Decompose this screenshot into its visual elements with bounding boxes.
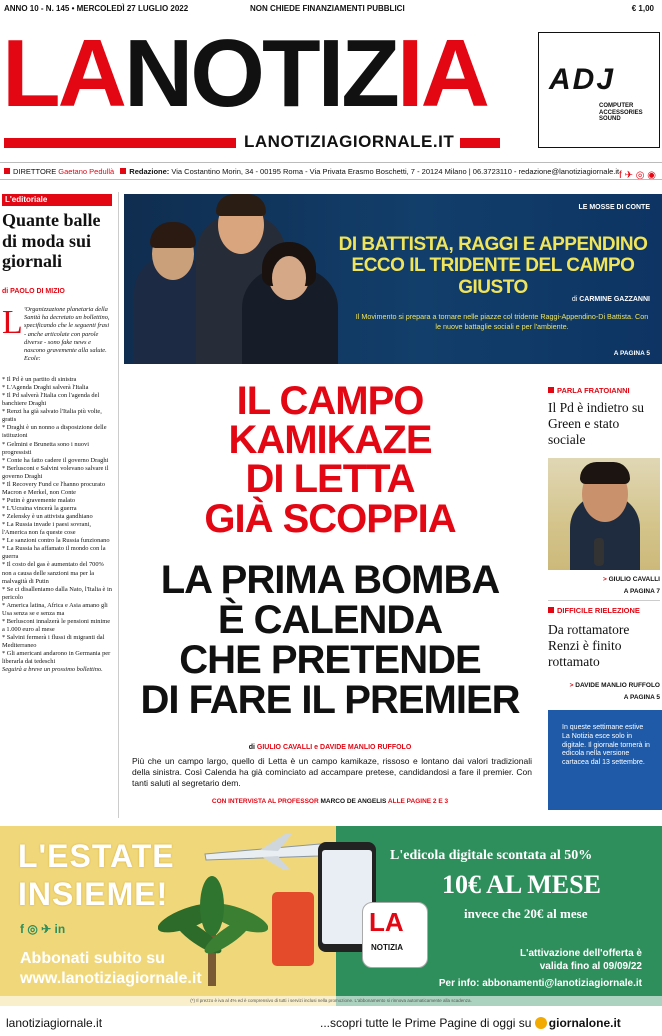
- editorial-outro: Seguirà a breve un prossimo bollettino.: [2, 666, 103, 674]
- slogan: NON CHIEDE FINANZIAMENTI PUBBLICI: [250, 4, 405, 13]
- masthead: [0, 22, 662, 162]
- banner-deck: Il Movimento si prepara a tornare nelle piazze col tridente Raggi-Appendino-Di Battista. Con le nuove battaglie sociali e per l'ambiente.: [355, 312, 649, 331]
- list-item: * Il Recovery Fund ce l'hanno procurato Macron e Merkel, non Conte: [2, 480, 106, 496]
- main-story[interactable]: [124, 372, 536, 810]
- bullet-square-icon: [548, 607, 554, 613]
- right-column: [546, 378, 662, 810]
- ad-offer-contact[interactable]: Per info: abbonamenti@lanotiziagiornale.it: [438, 978, 642, 989]
- list-item: * Putin è gravemente malato: [2, 496, 76, 504]
- issue-info: ANNO 10 - N. 145 • MERCOLEDÌ 27 LUGLIO 2022: [4, 4, 189, 13]
- right-byline-1: > GIULIO CAVALLI: [602, 576, 660, 583]
- giornalone-logo-icon: [535, 1017, 547, 1029]
- banner-headline[interactable]: DI BATTISTA, RAGGI E APPENDINO ECCO IL TRIDENTE DEL CAMPO GIUSTO: [338, 234, 648, 298]
- list-item: * Conte ha fatto cadere il governo Draghi: [2, 456, 109, 464]
- list-item: * Il costo del gas è aumentato del 700% non a causa delle sanzioni ma per la malvagità di Putin: [2, 561, 104, 585]
- ad-offer-line-1: L'edicola digitale scontata al 50%: [390, 848, 593, 863]
- ad-offer-validity: L'attivazione dell'offerta è valida fino al 09/09/22: [519, 948, 642, 972]
- adj-advertisement[interactable]: [538, 32, 660, 148]
- list-item: * Le sanzioni contro la Russia funzionano: [2, 537, 110, 545]
- bullet-square-icon: [548, 387, 554, 393]
- top-story-banner[interactable]: [124, 194, 662, 364]
- list-item: * Gelmini e Brunetta sono i nuovi progressisti: [2, 440, 89, 456]
- site-url[interactable]: LANOTIZIAGIORNALE.IT: [244, 132, 455, 151]
- divider: [548, 600, 660, 601]
- adj-logo: ADJ: [549, 63, 616, 96]
- editorial-list: [2, 376, 112, 674]
- ad-headline-1: L'ESTATE: [18, 838, 175, 874]
- right-page-ref-1: A PAGINA 7: [623, 588, 660, 595]
- main-footer-ref: CON INTERVISTA AL PROFESSOR MARCO DE ANGELIS ALLE PAGINE 2 E 3: [211, 798, 449, 805]
- digital-edition-notice: In queste settimane estive La Notizia esce solo in digitale. Il giornale tornerà in edicola nella versione cartacea dal 13 settembre.: [548, 710, 662, 810]
- list-item: * Berlusconi e Salvini volevano salvare il governo Draghi: [2, 464, 109, 480]
- editorial-column: [0, 192, 113, 818]
- right-kicker-1: PARLA FRATOIANNI: [548, 386, 630, 395]
- banner-kicker: LE MOSSE DI CONTE: [578, 204, 650, 211]
- logo-underline-right: [460, 138, 500, 148]
- app-icon: LA NOTIZIA: [362, 902, 428, 968]
- page-footer: [0, 1012, 662, 1036]
- hair-center: [216, 194, 266, 216]
- list-item: * Gli americani andarono in Germania per liberarla dai tedeschi: [2, 650, 111, 666]
- list-item: * Zelensky è un attivista gandhiano: [2, 513, 93, 521]
- editorial-label: L'editoriale: [2, 194, 112, 206]
- palm-tree-icon: [158, 876, 268, 986]
- right-kicker-2: DIFFICILE RIELEZIONE: [548, 606, 640, 615]
- ad-subscribe-link[interactable]: www.lanotiziagiornale.it: [20, 970, 202, 987]
- footer-site-link[interactable]: lanotiziagiornale.it: [6, 1016, 103, 1030]
- drop-cap: L: [2, 304, 23, 341]
- right-byline-2: > DAVIDE MANLIO RUFFOLO: [569, 682, 660, 689]
- main-headline-red: IL CAMPO KAMIKAZE DI LETTA GIÀ SCOPPIA: [204, 379, 456, 541]
- list-item: * La Russia invade i paesi sovrani, l'America non fa queste cose: [2, 521, 91, 537]
- ad-offer-line-3: invece che 20€ al mese: [464, 906, 588, 921]
- list-item: * Il Pd è un partito di sinistra: [2, 376, 77, 383]
- suitcase-icon: [272, 892, 314, 966]
- list-item: * Se ci disalleniamo dalla Nato, l'Italia è in pericolo: [2, 585, 112, 601]
- bullet-square-icon: [4, 168, 10, 174]
- right-headline-2[interactable]: Da rottamatore Renzi è finito rottamato: [548, 622, 630, 669]
- portrait-hair: [580, 462, 630, 484]
- director-name: Gaetano Pedullà: [58, 167, 115, 176]
- logo-underline-left: [4, 138, 236, 148]
- main-headline-black: LA PRIMA BOMBA È CALENDA CHE PRETENDE DI FARE IL PREMIER: [140, 558, 520, 722]
- top-strip: [0, 0, 662, 18]
- editorial-intro: 'Organizzazione planetaria della Sanità ha decretato un bollettino, specificando che le seguenti frasi - anche articolate con parole diverse - sono fake news e nascono gravemente alla salute. Ecole:: [24, 306, 110, 363]
- ad-fine-print: (*) Il prezzo è iva al 4% ed è comprensivo di tutti i servizi inclusi nella promozione. L'abbonamento si rinnova automaticamente alla scadenza.: [0, 996, 662, 1006]
- subscription-advertisement[interactable]: [0, 826, 662, 1006]
- list-item: * Salvini fermerà i flussi di migranti dal Mediterraneo: [2, 634, 105, 650]
- right-page-ref-2: A PAGINA 5: [623, 694, 660, 701]
- ad-headline-2: INSIEME!: [18, 876, 169, 912]
- banner-byline: di CARMINE GAZZANNI: [571, 296, 650, 303]
- ad-social-icons[interactable]: f ◎ ✈ in: [20, 922, 66, 936]
- hair-left: [150, 222, 196, 248]
- microphone-icon: [594, 538, 604, 566]
- banner-page-ref: A PAGINA 5: [613, 350, 650, 357]
- face-right: [272, 256, 306, 300]
- list-item: * L'Ucraina vincerà la guerra: [2, 505, 77, 512]
- newspaper-logo[interactable]: LANOTIZIA: [2, 20, 487, 127]
- list-item: * Draghi è un nonno a disposizione delle istituzioni: [2, 424, 107, 440]
- list-item: * La Russia ha affamato il mondo con la guerra: [2, 545, 106, 561]
- redazione-address: Via Costantino Morin, 34 - 00195 Roma - Via Privata Erasmo Boschetti, 7 - 20124 Milano | 06.3723110 - redazione@lanotiziagiornale.it: [171, 167, 620, 176]
- list-item: * L'Agenda Draghi salverà l'Italia: [2, 384, 89, 392]
- ad-subscribe-text: Abbonati subito su: [20, 950, 165, 967]
- adj-tagline: COMPUTER ACCESSORIES SOUND: [599, 103, 643, 123]
- editorial-title[interactable]: Quante balle di moda sui giornali: [2, 210, 101, 272]
- bullet-square-icon: [120, 168, 126, 174]
- editorial-byline: di PAOLO DI MIZIO: [2, 288, 65, 295]
- ad-offer-price: 10€ AL MESE: [442, 870, 601, 899]
- right-headline-1[interactable]: Il Pd è indietro su Green e stato sociale: [548, 400, 644, 447]
- price: € 1,00: [631, 4, 654, 13]
- portrait-photo: [548, 458, 660, 570]
- staff-line: DIRETTORE Gaetano Pedullà Redazione: Via Costantino Morin, 34 - 00195 Roma - Via Privata Erasmo Boschetti, 7 - 20124 Milano | 06.3723110 - redazione@lanotiziagiornale.it f ✈ ◎ ◉: [0, 162, 662, 180]
- column-divider: [118, 192, 119, 818]
- footer-promo[interactable]: ...scopri tutte le Prime Pagine di oggi su giornalone.it: [320, 1016, 621, 1030]
- list-item: * Berlusconi innalzerà le pensioni minime a 1.000 euro al mese: [2, 617, 111, 633]
- list-item: * America latina, Africa e Asia amano gli Usa senza se e senza ma: [2, 601, 108, 617]
- main-byline: di GIULIO CAVALLI e DAVIDE MANLIO RUFFOLO: [248, 744, 412, 751]
- social-icons[interactable]: f ✈ ◎ ◉: [619, 170, 656, 180]
- main-body-text: Più che un campo largo, quello di Letta è un campo kamikaze, rissoso e lontano dai valori tradizionali della sinistra. Così Calenda ha già cominciato ad accampare pretese, candidandosi a fare il premier. Con tanti saluti al segretario dem.: [132, 756, 532, 788]
- list-item: * Renzi ha già salvato l'Italia più volte, gratis: [2, 408, 102, 424]
- list-item: * Il Pd salverà l'Italia con l'agenda del banchiere Draghi: [2, 392, 100, 408]
